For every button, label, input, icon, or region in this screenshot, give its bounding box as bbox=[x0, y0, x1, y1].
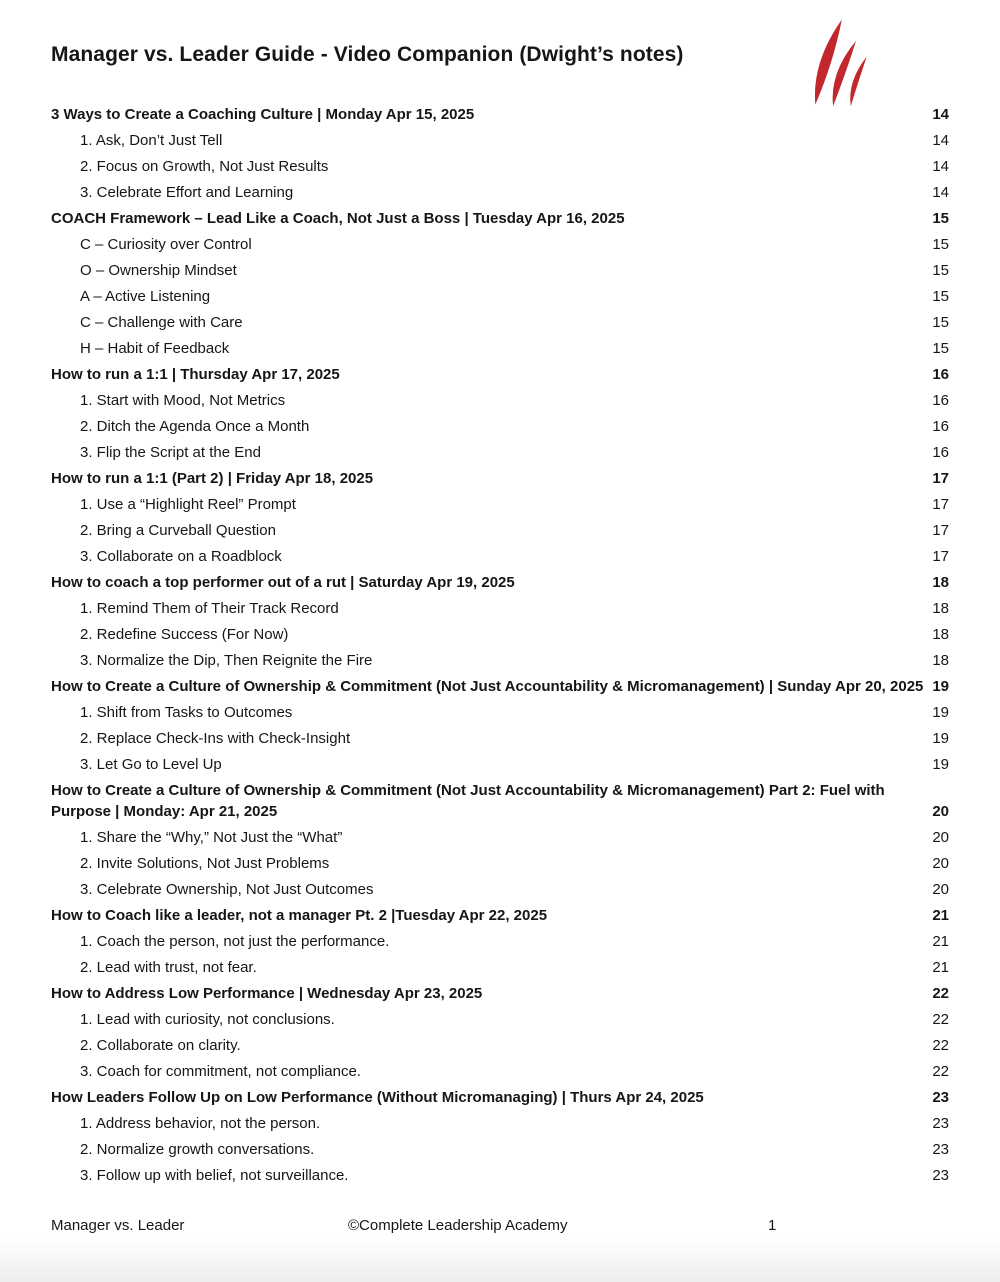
toc-section-5-page-number: 18 bbox=[928, 572, 949, 593]
toc-section-2-item-3-page-number: 15 bbox=[928, 286, 949, 307]
toc-section-2-item-5 bbox=[51, 338, 949, 359]
toc-section-1-item-3-page-number: 14 bbox=[928, 182, 949, 203]
toc-section-3-page-number: 16 bbox=[928, 364, 949, 385]
toc-section-8-item-2 bbox=[51, 957, 949, 978]
toc-section-7-item-3-label: 3. Celebrate Ownership, Not Just Outcomes bbox=[80, 881, 374, 898]
toc-section-3-item-2 bbox=[51, 416, 949, 437]
toc-section-6-label: How to Create a Culture of Ownership & Commitment (Not Just Accountability & Micromanagement) | Sunday Apr 20, 2025 bbox=[51, 678, 924, 695]
toc-section-7-item-2 bbox=[51, 853, 949, 874]
toc-section-1-label: 3 Ways to Create a Coaching Culture | Monday Apr 15, 2025 bbox=[51, 106, 475, 123]
toc-section-2-item-2 bbox=[51, 260, 949, 281]
toc-section-10-item-2 bbox=[51, 1139, 949, 1160]
toc-section-1-item-3-label: 3. Celebrate Effort and Learning bbox=[80, 184, 294, 201]
page-footer bbox=[0, 1215, 1000, 1236]
toc-section-7 bbox=[51, 780, 949, 822]
toc-section-6-item-1-label: 1. Shift from Tasks to Outcomes bbox=[80, 704, 293, 721]
toc-section-6-item-2-label: 2. Replace Check-Ins with Check-Insight bbox=[80, 730, 351, 747]
toc-section-10-item-1 bbox=[51, 1113, 949, 1134]
toc-section-7-item-1 bbox=[51, 827, 949, 848]
toc-section-2-item-4 bbox=[51, 312, 949, 333]
toc-section-3 bbox=[51, 364, 949, 385]
toc-section-3-item-1-page-number: 16 bbox=[928, 390, 949, 411]
toc-section-3-item-3-label: 3. Flip the Script at the End bbox=[80, 444, 261, 461]
toc-section-7-item-3 bbox=[51, 879, 949, 900]
toc-section-7-page-number: 20 bbox=[928, 801, 949, 822]
toc-section-1-item-3 bbox=[51, 182, 949, 203]
toc-section-5-item-2 bbox=[51, 624, 949, 645]
toc-section-6-item-1 bbox=[51, 702, 949, 723]
toc-section-3-item-3-page-number: 16 bbox=[928, 442, 949, 463]
toc-section-5-item-2-page-number: 18 bbox=[928, 624, 949, 645]
toc-section-3-item-3 bbox=[51, 442, 949, 463]
toc-section-10-item-1-page-number: 23 bbox=[928, 1113, 949, 1134]
toc-section-6-item-2-page-number: 19 bbox=[928, 728, 949, 749]
toc-section-6-item-3 bbox=[51, 754, 949, 775]
toc-section-4-label: How to run a 1:1 (Part 2) | Friday Apr 18, 2025 bbox=[51, 470, 374, 487]
toc-section-10-item-2-page-number: 23 bbox=[928, 1139, 949, 1160]
toc-section-3-item-2-label: 2. Ditch the Agenda Once a Month bbox=[80, 418, 310, 435]
toc-section-9-page-number: 22 bbox=[928, 983, 949, 1004]
toc-section-8-item-1-page-number: 21 bbox=[928, 931, 949, 952]
toc-section-6-item-2 bbox=[51, 728, 949, 749]
page-bottom-edge bbox=[0, 1238, 1000, 1282]
toc-section-10-item-3-label: 3. Follow up with belief, not surveillance. bbox=[80, 1167, 349, 1184]
toc-section-7-item-1-page-number: 20 bbox=[928, 827, 949, 848]
toc-section-3-label: How to run a 1:1 | Thursday Apr 17, 2025 bbox=[51, 366, 340, 383]
toc-section-5-label: How to coach a top performer out of a rut | Saturday Apr 19, 2025 bbox=[51, 574, 515, 591]
toc-section-1-page-number: 14 bbox=[928, 104, 949, 125]
toc-section-5-item-3-page-number: 18 bbox=[928, 650, 949, 671]
toc-section-9-item-1 bbox=[51, 1009, 949, 1030]
toc-section-8-page-number: 21 bbox=[928, 905, 949, 926]
toc-section-2-item-5-page-number: 15 bbox=[928, 338, 949, 359]
toc-section-2-item-1-label: C – Curiosity over Control bbox=[80, 236, 252, 253]
toc-section-2-item-2-label: O – Ownership Mindset bbox=[80, 262, 237, 279]
flame-icon bbox=[810, 12, 872, 112]
toc-section-4-item-2 bbox=[51, 520, 949, 541]
footer-doc-title: Manager vs. Leader bbox=[51, 1217, 185, 1234]
toc-section-7-label: How to Create a Culture of Ownership & Commitment (Not Just Accountability & Micromanagement) Part 2: Fuel with Purpose | Monday: Apr 21, 2025 bbox=[51, 782, 885, 820]
toc-section-5-item-1 bbox=[51, 598, 949, 619]
toc-section-1 bbox=[51, 104, 949, 125]
toc-section-4-item-1 bbox=[51, 494, 949, 515]
toc-section-5-item-2-label: 2. Redefine Success (For Now) bbox=[80, 626, 289, 643]
toc-section-2-page-number: 15 bbox=[928, 208, 949, 229]
toc-section-5 bbox=[51, 572, 949, 593]
toc-section-9-item-1-page-number: 22 bbox=[928, 1009, 949, 1030]
toc-section-4-item-3-page-number: 17 bbox=[928, 546, 949, 567]
toc-section-6-item-3-page-number: 19 bbox=[928, 754, 949, 775]
toc-section-8-item-1 bbox=[51, 931, 949, 952]
toc-section-5-item-1-page-number: 18 bbox=[928, 598, 949, 619]
toc-section-10-item-3-page-number: 23 bbox=[928, 1165, 949, 1186]
toc-section-1-item-1-page-number: 14 bbox=[928, 130, 949, 151]
toc-section-1-item-1 bbox=[51, 130, 949, 151]
footer-copyright: ©Complete Leadership Academy bbox=[348, 1217, 568, 1234]
toc-section-9-label: How to Address Low Performance | Wednesday Apr 23, 2025 bbox=[51, 985, 483, 1002]
toc-section-10 bbox=[51, 1087, 949, 1108]
toc-section-4-item-1-page-number: 17 bbox=[928, 494, 949, 515]
toc-section-4-item-2-label: 2. Bring a Curveball Question bbox=[80, 522, 276, 539]
toc-section-8-item-2-label: 2. Lead with trust, not fear. bbox=[80, 959, 257, 976]
toc-section-4-item-3-label: 3. Collaborate on a Roadblock bbox=[80, 548, 282, 565]
toc-section-1-item-2-page-number: 14 bbox=[928, 156, 949, 177]
toc-section-2-item-3-label: A – Active Listening bbox=[80, 288, 211, 305]
toc-section-8 bbox=[51, 905, 949, 926]
toc-section-4 bbox=[51, 468, 949, 489]
toc-section-4-item-3 bbox=[51, 546, 949, 567]
toc-section-7-item-2-page-number: 20 bbox=[928, 853, 949, 874]
toc-section-4-item-2-page-number: 17 bbox=[928, 520, 949, 541]
footer-page-number: 1 bbox=[768, 1217, 777, 1234]
toc-section-1-item-2-label: 2. Focus on Growth, Not Just Results bbox=[80, 158, 329, 175]
toc-section-7-item-2-label: 2. Invite Solutions, Not Just Problems bbox=[80, 855, 330, 872]
toc-section-3-item-1-label: 1. Start with Mood, Not Metrics bbox=[80, 392, 286, 409]
toc-section-10-item-2-label: 2. Normalize growth conversations. bbox=[80, 1141, 315, 1158]
toc-section-2-item-4-page-number: 15 bbox=[928, 312, 949, 333]
toc-section-4-page-number: 17 bbox=[928, 468, 949, 489]
toc-section-2 bbox=[51, 208, 949, 229]
toc-section-9-item-3-label: 3. Coach for commitment, not compliance. bbox=[80, 1063, 361, 1080]
toc-section-6-item-1-page-number: 19 bbox=[928, 702, 949, 723]
toc-section-9-item-1-label: 1. Lead with curiosity, not conclusions. bbox=[80, 1011, 335, 1028]
toc-section-8-item-1-label: 1. Coach the person, not just the performance. bbox=[80, 933, 390, 950]
toc-section-6 bbox=[51, 676, 949, 697]
toc-section-10-item-3 bbox=[51, 1165, 949, 1186]
table-of-contents bbox=[51, 104, 949, 1191]
toc-section-5-item-3 bbox=[51, 650, 949, 671]
toc-section-7-item-1-label: 1. Share the “Why,” Not Just the “What” bbox=[80, 829, 343, 846]
toc-section-9-item-3 bbox=[51, 1061, 949, 1082]
toc-section-9-item-2-label: 2. Collaborate on clarity. bbox=[80, 1037, 241, 1054]
toc-section-10-item-1-label: 1. Address behavior, not the person. bbox=[80, 1115, 321, 1132]
toc-section-7-item-3-page-number: 20 bbox=[928, 879, 949, 900]
toc-section-1-item-2 bbox=[51, 156, 949, 177]
toc-section-2-label: COACH Framework – Lead Like a Coach, Not Just a Boss | Tuesday Apr 16, 2025 bbox=[51, 210, 625, 227]
toc-section-9-item-2 bbox=[51, 1035, 949, 1056]
toc-section-10-page-number: 23 bbox=[928, 1087, 949, 1108]
toc-section-2-item-5-label: H – Habit of Feedback bbox=[80, 340, 230, 357]
toc-section-10-label: How Leaders Follow Up on Low Performance (Without Micromanaging) | Thurs Apr 24, 2025 bbox=[51, 1089, 704, 1106]
toc-section-9 bbox=[51, 983, 949, 1004]
toc-section-3-item-2-page-number: 16 bbox=[928, 416, 949, 437]
toc-section-6-item-3-label: 3. Let Go to Level Up bbox=[80, 756, 222, 773]
toc-section-2-item-1-page-number: 15 bbox=[928, 234, 949, 255]
toc-section-3-item-1 bbox=[51, 390, 949, 411]
toc-section-5-item-1-label: 1. Remind Them of Their Track Record bbox=[80, 600, 339, 617]
toc-section-5-item-3-label: 3. Normalize the Dip, Then Reignite the Fire bbox=[80, 652, 373, 669]
toc-section-9-item-3-page-number: 22 bbox=[928, 1061, 949, 1082]
toc-section-8-item-2-page-number: 21 bbox=[928, 957, 949, 978]
toc-section-2-item-2-page-number: 15 bbox=[928, 260, 949, 281]
toc-section-6-page-number: 19 bbox=[928, 676, 949, 697]
toc-section-2-item-4-label: C – Challenge with Care bbox=[80, 314, 243, 331]
toc-section-8-label: How to Coach like a leader, not a manager Pt. 2 |Tuesday Apr 22, 2025 bbox=[51, 907, 548, 924]
toc-section-4-item-1-label: 1. Use a “Highlight Reel” Prompt bbox=[80, 496, 296, 513]
page-title: Manager vs. Leader Guide - Video Companion (Dwight’s notes) bbox=[51, 43, 684, 66]
toc-section-2-item-3 bbox=[51, 286, 949, 307]
toc-section-9-item-2-page-number: 22 bbox=[928, 1035, 949, 1056]
toc-section-1-item-1-label: 1. Ask, Don’t Just Tell bbox=[80, 132, 223, 149]
toc-section-2-item-1 bbox=[51, 234, 949, 255]
